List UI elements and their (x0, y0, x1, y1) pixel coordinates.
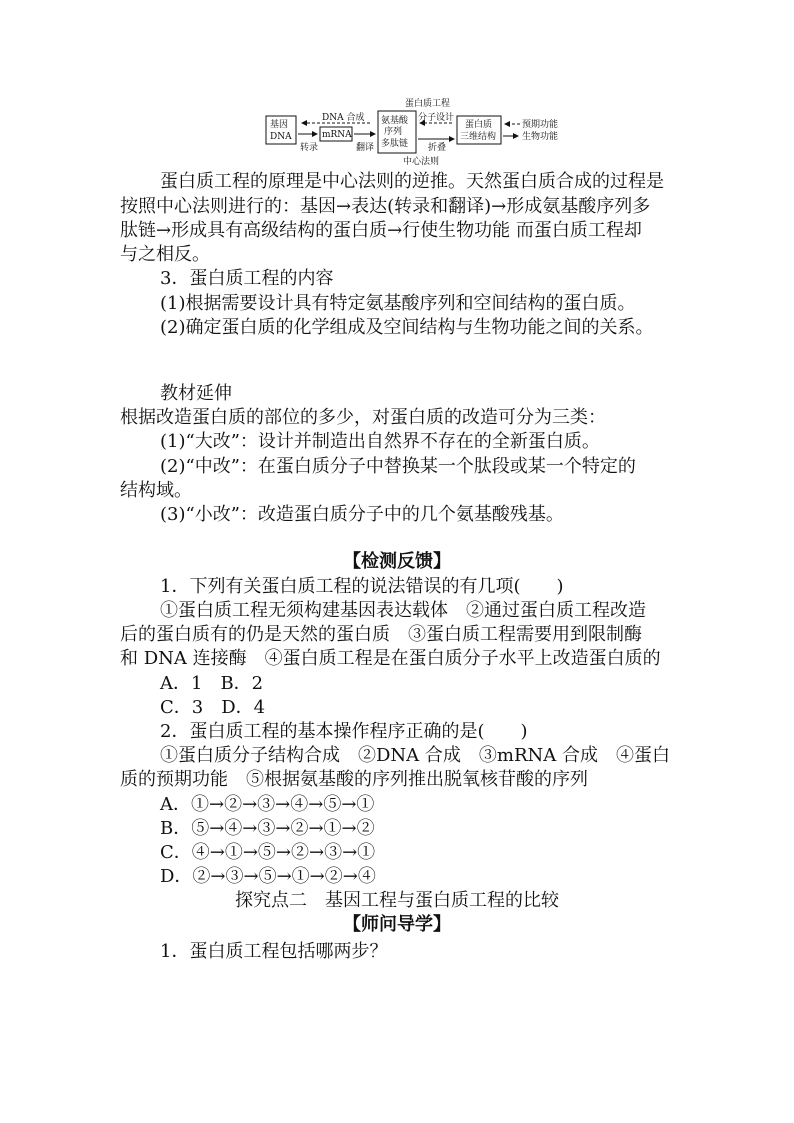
diagram-top-label: 蛋白质工程 (405, 99, 451, 109)
question: 1．蛋白质工程包括哪两步？ (160, 941, 388, 962)
paragraph-line: 与之相反。 (120, 244, 210, 265)
section-title: 探究点二 基因工程与蛋白质工程的比较 (235, 890, 559, 911)
central-dogma-diagram (262, 94, 562, 168)
answer-option: A．1 B．2 (160, 673, 264, 694)
section-title: 【师问导学】 (343, 914, 451, 935)
folding-label: 折叠 (428, 143, 447, 153)
translation-label: 翻译 (356, 143, 375, 153)
question-statement: 质的预期功能 ⑤根据氨基酸的序列推出脱氧核苷酸的序列 (120, 769, 588, 790)
aa-box-text: 氨基酸 (381, 116, 409, 126)
question-statement: 和 DNA 连接酶 ④蛋白质工程是在蛋白质分子水平上改造蛋白质的 (120, 648, 661, 669)
expected-function-label: 预期功能 (522, 120, 559, 130)
section-title: 【检测反馈】 (343, 551, 451, 572)
aa-box-text: 多肽链 (381, 139, 409, 149)
answer-option: D．②→③→⑤→①→②→④ (160, 866, 376, 887)
molecular-design-label: 分子设计 (418, 113, 455, 123)
paragraph-line: (2)“中改”：在蛋白质分子中替换某一个肽段或某一个特定的 (160, 456, 636, 477)
protein-box-text: 蛋白质 (465, 120, 493, 130)
question: 2．蛋白质工程的基本操作程序正确的是( ) (160, 721, 528, 742)
paragraph-line: 结构域。 (120, 480, 192, 501)
paragraph-line: 肽链→形成具有高级结构的蛋白质→行使生物功能 而蛋白质工程却 (120, 220, 642, 241)
section-heading: 教材延伸 (160, 383, 232, 404)
gene-box-text: 基因 (270, 120, 289, 130)
dna-synthesis-label: DNA 合成 (322, 113, 365, 123)
question: 1．下列有关蛋白质工程的说法错误的有几项( ) (160, 576, 564, 597)
paragraph-line: 按照中心法则进行的：基因→表达(转录和翻译)→形成氨基酸序列多 (120, 196, 651, 217)
diagram-bottom-label: 中心法则 (403, 157, 440, 167)
protein-box-text: 三维结构 (460, 132, 497, 142)
mrna-box-text: mRNA (322, 130, 352, 140)
section-heading: 3．蛋白质工程的内容 (160, 268, 334, 289)
answer-option: C．3 D．4 (160, 697, 266, 718)
paragraph-line: 蛋白质工程的原理是中心法则的逆推。天然蛋白质合成的过程是 (160, 171, 664, 192)
answer-option: B．⑤→④→③→②→①→② (160, 818, 375, 839)
paragraph-line: (3)“小改”：改造蛋白质分子中的几个氨基酸残基。 (160, 504, 564, 525)
transcription-label: 转录 (300, 143, 319, 153)
question-statement: 后的蛋白质有的仍是天然的蛋白质 ③蛋白质工程需要用到限制酶 (120, 624, 642, 645)
question-statement: ①蛋白质工程无须构建基因表达载体 ②通过蛋白质工程改造 (160, 600, 646, 621)
paragraph-line: (1)根据需要设计具有特定氨基酸序列和空间结构的蛋白质。 (160, 293, 636, 314)
answer-option: C．④→①→⑤→②→③→① (160, 842, 376, 863)
paragraph-line: (2)确定蛋白质的化学组成及空间结构与生物功能之间的关系。 (160, 317, 654, 338)
question-statement: ①蛋白质分子结构合成 ②DNA 合成 ③mRNA 合成 ④蛋白 (160, 745, 670, 766)
answer-option: A．①→②→③→④→⑤→① (160, 794, 375, 815)
paragraph-line: 根据改造蛋白质的部位的多少，对蛋白质的改造可分为三类： (120, 407, 606, 428)
gene-box-text: DNA (270, 132, 292, 142)
aa-box-text: 序列 (384, 127, 403, 137)
bio-function-label: 生物功能 (522, 132, 559, 142)
paragraph-line: (1)“大改”：设计并制造出自然界不存在的全新蛋白质。 (160, 431, 600, 452)
